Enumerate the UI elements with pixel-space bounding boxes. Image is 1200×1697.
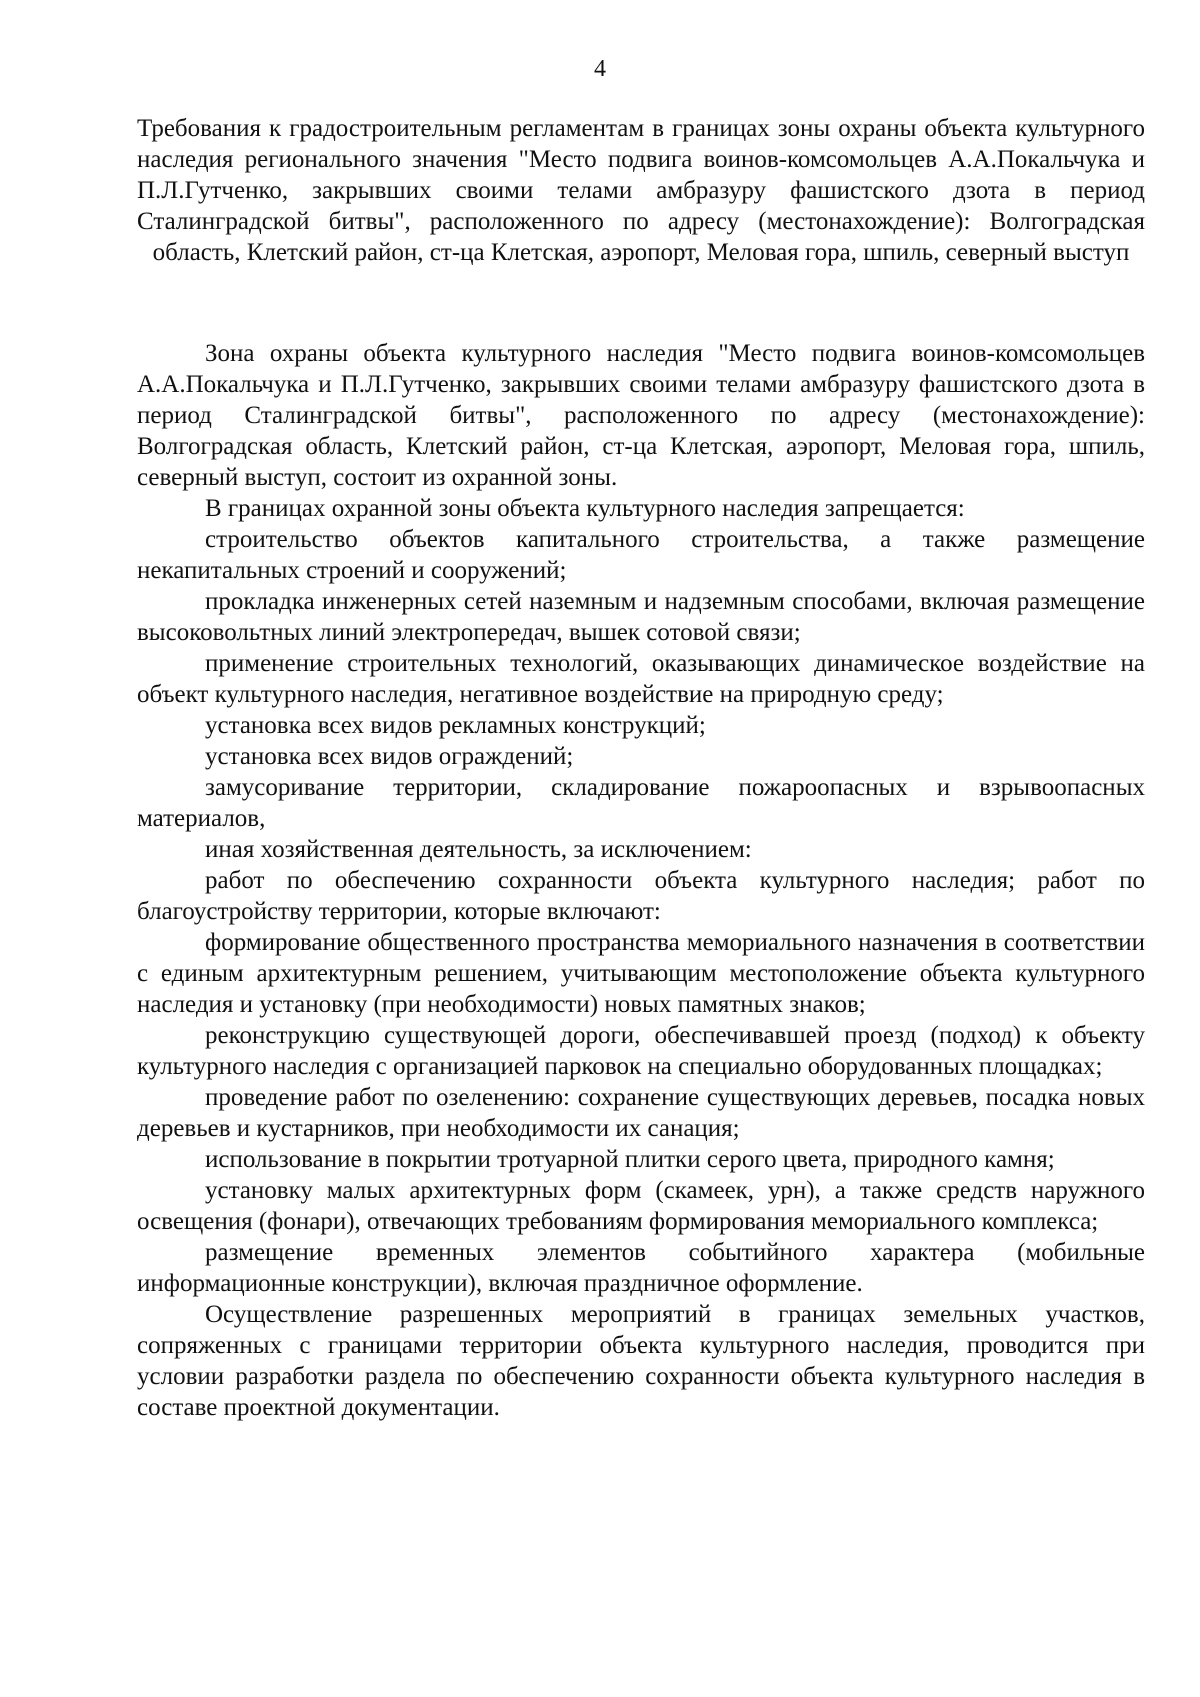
paragraph-zone-description: Зона охраны объекта культурного наследия "Место подвига воинов-комсомольцев А.А.Покальчука и П.Л.Гутченко, закрывших своими телами амбразуру фашистского дзота в период Сталинградской битвы", расположенного по адресу (местонахождение): Волгоградская область, Клетский район, ст-ца Клетская, аэропорт, Меловая гора, шпиль, северный выступ, состоит из охранной зоны. xyxy=(137,340,1145,491)
paragraph-list-item: размещение временных элементов событийного характера (мобильные информационные конструкции), включая праздничное оформление. xyxy=(137,1239,1145,1297)
paragraph-list-item: формирование общественного пространства мемориального назначения в соответствии с единым архитектурным решением, учитывающим местоположение объекта культурного наследия и установку (при необходимости) новых памятных знаков; xyxy=(137,929,1145,1018)
paragraph-list-item: замусоривание территории, складирование пожароопасных и взрывоопасных материалов, xyxy=(137,774,1145,832)
paragraph-list-item: иная хозяйственная деятельность, за исключением: xyxy=(205,836,752,863)
paragraph-conclusion: Осуществление разрешенных мероприятий в границах земельных участков, сопряженных с границами территории объекта культурного наследия, проводится при условии разработки раздела по обеспечению сохранности объекта культурного наследия в составе проектной документации. xyxy=(137,1301,1145,1421)
paragraph-list-item: применение строительных технологий, оказывающих динамическое воздействие на объект культурного наследия, негативное воздействие на природную среду; xyxy=(137,650,1145,708)
paragraph-list-item: реконструкцию существующей дороги, обеспечивавшей проезд (подход) к объекту культурного наследия с организацией парковок на специально оборудованных площадках; xyxy=(137,1022,1145,1080)
paragraph-list-item: установка всех видов ограждений; xyxy=(205,743,574,770)
paragraph-list-item: строительство объектов капитального строительства, а также размещение некапитальных строений и сооружений; xyxy=(137,526,1145,584)
paragraph-prohibitions-intro: В границах охранной зоны объекта культурного наследия запрещается: xyxy=(205,495,965,522)
paragraph-list-item: работ по обеспечению сохранности объекта культурного наследия; работ по благоустройству территории, которые включают: xyxy=(137,867,1145,925)
paragraph-list-item: установка всех видов рекламных конструкций; xyxy=(205,712,706,739)
document-body xyxy=(137,338,1145,1423)
paragraph-list-item: использование в покрытии тротуарной плитки серого цвета, природного камня; xyxy=(205,1146,1055,1173)
document-title: Требования к градостроительным регламентам в границах зоны охраны объекта культурного наследия регионального значения "Место подвига воинов-комсомольцев А.А.Покальчука и П.Л.Гутченко, закрывших своими телами амбразуру фашистского дзота в период Сталинградской битвы", расположенного по адресу (местонахождение): Волгоградская область, Клетский район, ст-ца Клетская, аэропорт, Меловая гора, шпиль, северный выступ xyxy=(137,115,1145,266)
paragraph-list-item: проведение работ по озеленению: сохранение существующих деревьев, посадка новых деревьев и кустарников, при необходимости их санация; xyxy=(137,1084,1145,1142)
page-number: 4 xyxy=(594,56,606,82)
paragraph-list-item: установку малых архитектурных форм (скамеек, урн), а также средств наружного освещения (фонари), отвечающих требованиям формирования мемориального комплекса; xyxy=(137,1177,1145,1235)
paragraph-list-item: прокладка инженерных сетей наземным и надземным способами, включая размещение высоковольтных линий электропередач, вышек сотовой связи; xyxy=(137,588,1145,646)
